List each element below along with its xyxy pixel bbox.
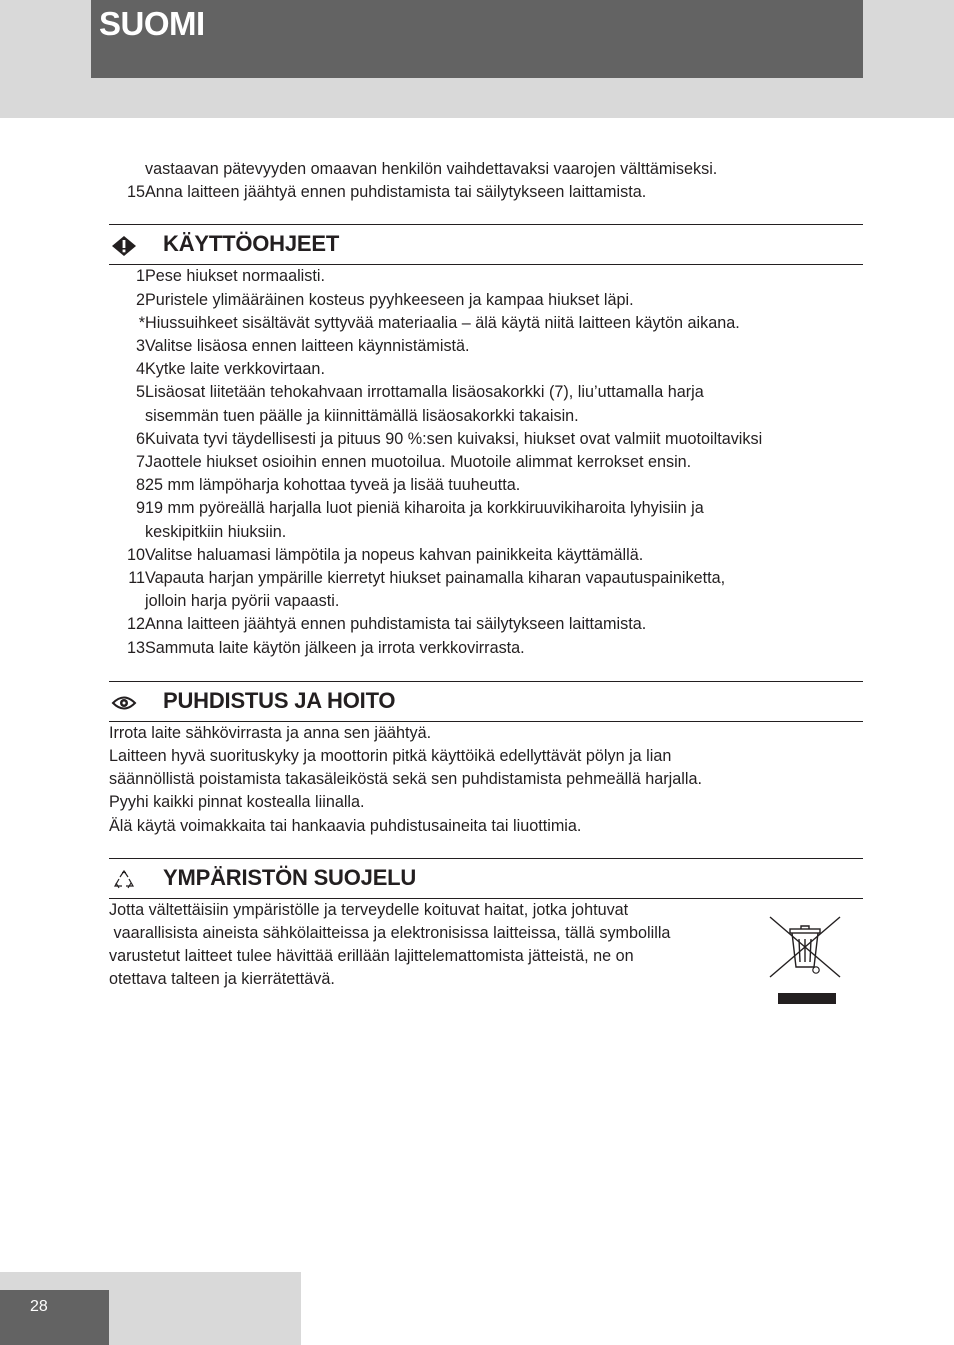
content	[109, 158, 863, 992]
title-bar	[91, 0, 863, 78]
list-item	[109, 428, 863, 451]
item-number: 3	[135, 337, 145, 356]
list-item	[109, 637, 863, 660]
item-number: *	[138, 313, 145, 332]
crossed-out-bin-icon	[768, 915, 842, 1007]
list-item-continuation	[109, 590, 863, 613]
list-item	[109, 265, 863, 288]
care-text	[109, 722, 863, 838]
item-number: 6	[135, 429, 145, 448]
list-item	[109, 335, 863, 358]
section-header-usage	[109, 224, 863, 265]
item-text: Vapauta harjan ympärille kierretyt hiukset painamalla kiharan vapautuspainiketta,	[145, 569, 726, 588]
item-text: Sammuta laite käytön jälkeen ja irrota verkkovirrasta.	[145, 638, 525, 657]
list-item-continuation	[109, 405, 863, 428]
page-number: 28	[30, 1298, 48, 1315]
item-text: Kytke laite verkkovirtaan.	[145, 360, 325, 379]
item-text: Lisäosat liitetään tehokahvaan irrottamalla lisäosakorkki (7), liu’uttamalla harja	[145, 383, 704, 402]
item-text: Pese hiukset normaalisti.	[145, 267, 325, 286]
list-item	[109, 544, 863, 567]
item-number: 8	[135, 476, 145, 495]
list-item	[109, 567, 863, 590]
usage-list	[109, 265, 863, 659]
item-text: jolloin harja pyörii vapaasti.	[145, 592, 340, 611]
paragraph-line: Irrota laite sähkövirrasta ja anna sen jäähtyä.	[109, 723, 432, 742]
item-text: Anna laitteen jäähtyä ennen puhdistamista tai säilytykseen laittamista.	[145, 183, 647, 202]
item-text: sisemmän tuen päälle ja kiinnittämällä lisäosakorkki takaisin.	[145, 406, 579, 425]
list-item	[109, 358, 863, 381]
item-number: 5	[135, 383, 145, 402]
item-number: 1	[135, 267, 145, 286]
page-number-box	[0, 1290, 109, 1345]
section-title-usage: KÄYTTÖOHJEET	[163, 231, 340, 257]
item-text: Jaottele hiukset osioihin ennen muotoilua. Muotoile alimmat kerrokset ensin.	[145, 453, 692, 472]
section-header-care	[109, 681, 863, 722]
paragraph-line: vaarallisista aineista sähkölaitteissa ja elektronisissa laitteissa, tällä symbolilla	[109, 924, 671, 943]
item-number: 10	[126, 545, 145, 564]
page-title: SUOMI	[99, 5, 205, 42]
list-item	[109, 381, 863, 404]
paragraph-line: Älä käytä voimakkaita tai hankaavia puhdistusaineita tai liuottimia.	[109, 816, 582, 835]
environment-text	[109, 899, 863, 992]
paragraph-line: säännöllistä poistamista takasäleiköstä sekä sen puhdistamista pehmeällä harjalla.	[109, 770, 702, 789]
paragraph-line: Jotta vältettäisiin ympäristölle ja terveydelle koituvat haitat, jotka johtuvat	[109, 900, 629, 919]
list-item	[109, 289, 863, 312]
item-text: Kuivata tyvi täydellisesti ja pituus 90 %:sen kuivaksi, hiukset ovat valmiit muotoiltaviksi	[145, 429, 763, 448]
item-text: 19 mm pyöreällä harjalla luot pieniä kiharoita ja korkkiruuvikiharoita lyhyisiin ja	[145, 499, 704, 518]
item-text: Hiussuihkeet sisältävät syttyvää materiaalia – älä käytä niitä laitteen käytön aikana.	[145, 313, 740, 332]
list-item-continuation	[109, 521, 863, 544]
list-item	[109, 312, 863, 335]
item-text: keskipitkiin hiuksiin.	[145, 522, 287, 541]
recycle-icon	[111, 869, 137, 891]
item-text: Anna laitteen jäähtyä ennen puhdistamista tai säilytykseen laittamista.	[145, 615, 647, 634]
item-number: 4	[135, 360, 145, 379]
item-text: Puristele ylimääräinen kosteus pyyhkeeseen ja kampaa hiukset läpi.	[145, 290, 634, 309]
section-header-environment	[109, 858, 863, 899]
paragraph-line: otettava talteen ja kierrätettävä.	[109, 970, 335, 989]
item-number: 15	[126, 183, 145, 202]
item-text: 25 mm lämpöharja kohottaa tyveä ja lisää tuuheutta.	[145, 476, 521, 495]
intro-continuation: vastaavan pätevyyden omaavan henkilön vaihdettavaksi vaarojen välttämiseksi.	[145, 160, 718, 178]
list-item	[109, 613, 863, 636]
list-item	[109, 451, 863, 474]
list-item	[109, 181, 863, 204]
item-number: 12	[126, 615, 145, 634]
paragraph-line: Laitteen hyvä suorituskyky ja moottorin pitkä käyttöikä edellyttävät pölyn ja lian	[109, 747, 672, 766]
paragraph-line: Pyyhi kaikki pinnat kostealla liinalla.	[109, 793, 365, 812]
item-number: 13	[126, 638, 145, 657]
item-number: 2	[135, 290, 145, 309]
item-number: 11	[128, 569, 145, 588]
paragraph-line: varustetut laitteet tulee hävittää erillään lajittelemattomista jätteistä, ne on	[109, 947, 634, 966]
warning-icon	[111, 235, 137, 257]
list-item	[109, 474, 863, 497]
item-text: Valitse lisäosa ennen laitteen käynnistämistä.	[145, 337, 470, 356]
section-title-environment: YMPÄRISTÖN SUOJELU	[163, 864, 417, 890]
list-item	[109, 497, 863, 520]
section-title-care: PUHDISTUS JA HOITO	[163, 687, 396, 713]
item-text: Valitse haluamasi lämpötila ja nopeus kahvan painikkeita käyttämällä.	[145, 545, 644, 564]
item-number: 9	[135, 499, 145, 518]
eye-icon	[111, 692, 137, 714]
item-number: 7	[135, 453, 145, 472]
